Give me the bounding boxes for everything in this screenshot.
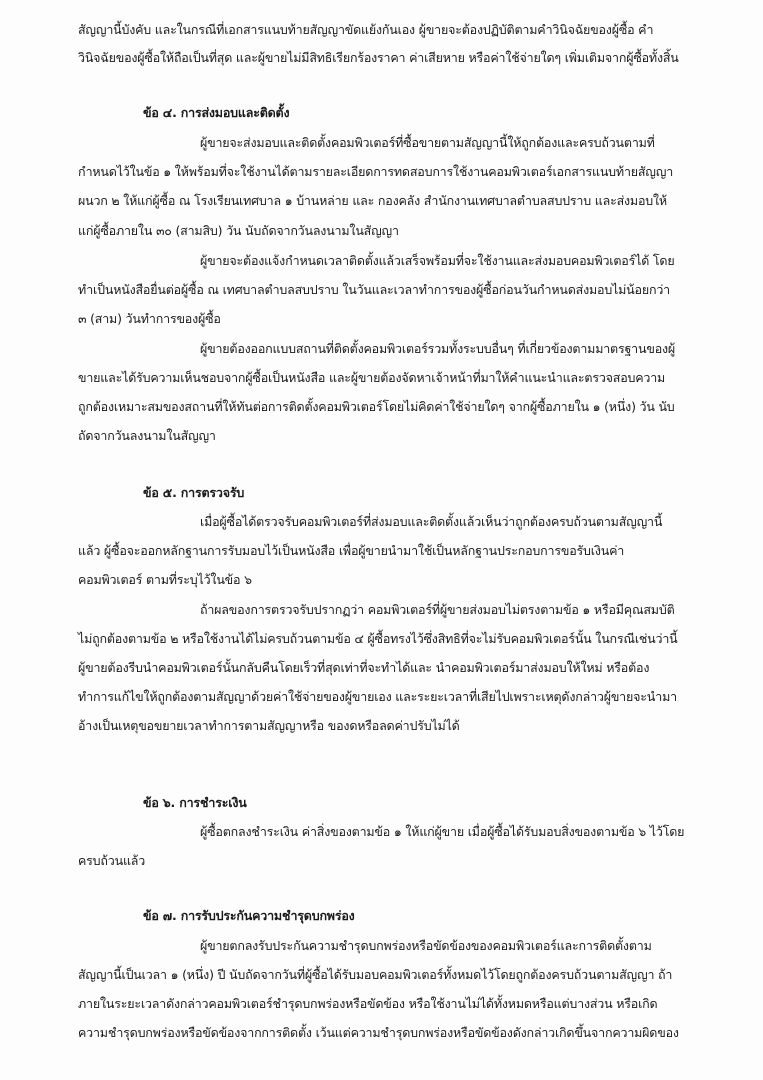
paragraph-line: สัญญานี้เป็นเวลา ๑ (หนึ่ง) ปี นับถัดจากวันที่ผู้ซื้อได้รับมอบคอมพิวเตอร์ทั้งหมดไว้โดยถูกต้องครบถ้วนตามสัญญา ถ้า bbox=[78, 967, 673, 982]
paragraph-line: ผู้ซื้อตกลงชำระเงิน ค่าสิ่งของตามข้อ ๑ ให้แก่ผู้ขาย เมื่อผู้ซื้อได้รับมอบสิ่งของตามข้อ ๖ ไว้โดย bbox=[200, 824, 685, 839]
paragraph-line: ผู้ขายจะส่งมอบและติดตั้งคอมพิวเตอร์ที่ซื้อขายตามสัญญานี้ให้ถูกต้องและครบถ้วนตามที่ bbox=[200, 135, 655, 150]
paragraph-line: คอมพิวเตอร์ ตามที่ระบุไว้ในข้อ ๖ bbox=[78, 572, 252, 587]
paragraph-line: ความชำรุดบกพร่องหรือขัดข้องจากการติดตั้ง เว้นแต่ความชำรุดบกพร่องหรือขัดข้องดังกล่าวเกิดขึ้นจากความผิดของ bbox=[78, 1025, 679, 1040]
paragraph-line: อ้างเป็นเหตุขอขยายเวลาทำการตามสัญญาหรือ ของดหรือลดค่าปรับไม่ได้ bbox=[78, 718, 460, 733]
paragraph-line: ขายและได้รับความเห็นชอบจากผู้ซื้อเป็นหนังสือ และผู้ขายต้องจัดหาเจ้าหน้าที่มาให้คำแนะนำและตรวจสอบความ bbox=[78, 370, 666, 385]
section-heading-5: ข้อ ๕. การตรวจรับ bbox=[143, 485, 245, 500]
paragraph-line: ผู้ขายตกลงรับประกันความชำรุดบกพร่องหรือขัดข้องของคอมพิวเตอร์และการติดตั้งตาม bbox=[200, 938, 652, 953]
paragraph-line: ถัดจากวันลงนามในสัญญา bbox=[78, 428, 216, 443]
paragraph-line: วินิจฉัยของผู้ซื้อให้ถือเป็นที่สุด และผู้ขายไม่มีสิทธิเรียกร้องราคา ค่าเสียหาย หรือค่าใช้จ่ายใดๆ เพิ่มเติมจากผู้ซื้อทั้งสิ้น bbox=[78, 50, 679, 65]
paragraph-line: ทำการแก้ไขให้ถูกต้องตามสัญญาด้วยค่าใช้จ่ายของผู้ขายเอง และระยะเวลาที่เสียไปเพราะเหตุดังกล่าวผู้ขายจะนำมา bbox=[78, 689, 677, 704]
paragraph-line: แก่ผู้ซื้อภายใน ๓๐ (สามสิบ) วัน นับถัดจากวันลงนามในสัญญา bbox=[78, 223, 399, 238]
paragraph-line: เมื่อผู้ซื้อได้ตรวจรับคอมพิวเตอร์ที่ส่งมอบและติดตั้งแล้วเห็นว่าถูกต้องครบถ้วนตามสัญญานี้ bbox=[200, 514, 663, 529]
paragraph-line: กำหนดไว้ในข้อ ๑ ให้พร้อมที่จะใช้งานได้ตามรายละเอียดการทดสอบการใช้งานคอมพิวเตอร์เอกสารแนบท้ายสัญญา bbox=[78, 164, 674, 179]
paragraph-line: ทำเป็นหนังสือยื่นต่อผู้ซื้อ ณ เทศบาลตำบลสบปราบ ในวันและเวลาทำการของผู้ซื้อก่อนวันกำหนดส่งมอบไม่น้อยกว่า bbox=[78, 282, 670, 297]
section-heading-7: ข้อ ๗. การรับประกันความชำรุดบกพร่อง bbox=[143, 908, 355, 923]
section-heading-6: ข้อ ๖. การชำระเงิน bbox=[143, 795, 247, 810]
section-heading-4: ข้อ ๔. การส่งมอบและติดตั้ง bbox=[143, 105, 290, 120]
paragraph-line: ถูกต้องเหมาะสมของสถานที่ให้ทันต่อการติดตั้งคอมพิวเตอร์โดยไม่คิดค่าใช้จ่ายใดๆ จากผู้ซื้อภายใน ๑ (หนึ่ง) วัน นับ bbox=[78, 399, 675, 414]
paragraph-line: ๓ (สาม) วันทำการของผู้ซื้อ bbox=[78, 311, 221, 326]
paragraph-line: ผู้ขายต้องรีบนำคอมพิวเตอร์นั้นกลับคืนโดยเร็วที่สุดเท่าที่จะทำได้และ นำคอมพิวเตอร์มาส่งมอบให้ใหม่ หรือต้อง bbox=[78, 660, 650, 675]
paragraph-line: สัญญานี้บังคับ และในกรณีที่เอกสารแนบท้ายสัญญาขัดแย้งกันเอง ผู้ขายจะต้องปฏิบัติตามคำวินิจฉัยของผู้ซื้อ คำ bbox=[78, 22, 654, 37]
paragraph-line: ภายในระยะเวลาดังกล่าวคอมพิวเตอร์ชำรุดบกพร่องหรือขัดข้อง หรือใช้งานไม่ได้ทั้งหมดหรือแต่บางส่วน หรือเกิด bbox=[78, 996, 658, 1011]
paragraph-line: แล้ว ผู้ซื้อจะออกหลักฐานการรับมอบไว้เป็นหนังสือ เพื่อผู้ขายนำมาใช้เป็นหลักฐานประกอบการขอรับเงินค่า bbox=[78, 543, 625, 558]
paragraph-line: ถ้าผลของการตรวจรับปรากฏว่า คอมพิวเตอร์ที่ผู้ขายส่งมอบไม่ตรงตามข้อ ๑ หรือมีคุณสมบัติ bbox=[200, 602, 675, 617]
paragraph-line: ครบถ้วนแล้ว bbox=[78, 853, 146, 868]
paragraph-line: ผู้ขายจะต้องแจ้งกำหนดเวลาติดตั้งแล้วเสร็จพร้อมที่จะใช้งานและส่งมอบคอมพิวเตอร์ได้ โดย bbox=[200, 253, 675, 268]
paragraph-line: ผู้ขายต้องออกแบบสถานที่ติดตั้งคอมพิวเตอร์รวมทั้งระบบอื่นๆ ที่เกี่ยวข้องตามมาตรฐานของผู้ bbox=[200, 341, 676, 356]
paragraph-line: ผนวก ๒ ให้แก่ผู้ซื้อ ณ โรงเรียนเทศบาล ๑ บ้านหล่าย และ กองคลัง สำนักงานเทศบาลตำบลสบปราบ และส่งมอบให้ bbox=[78, 193, 667, 208]
paragraph-line: ไม่ถูกต้องตามข้อ ๒ หรือใช้งานได้ไม่ครบถ้วนตามข้อ ๔ ผู้ซื้อทรงไว้ซึ่งสิทธิที่จะไม่รับคอมพิวเตอร์นั้น ในกรณีเช่นว่านี้ bbox=[78, 631, 678, 646]
